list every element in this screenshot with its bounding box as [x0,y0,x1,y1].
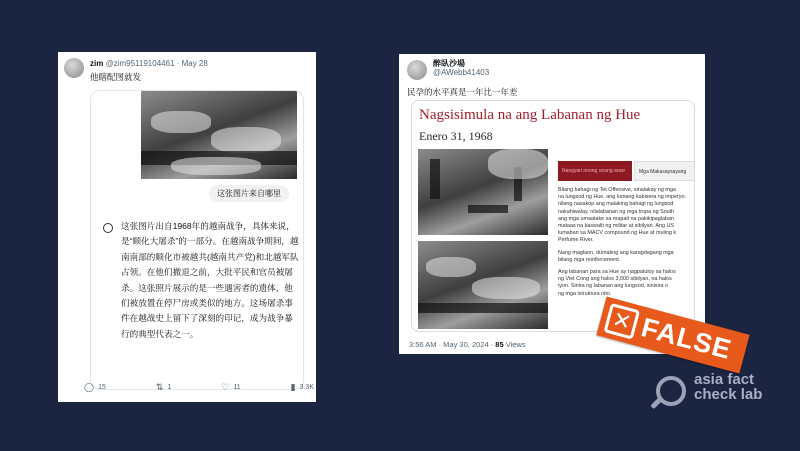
article-photo-street [418,149,548,235]
article-screenshot[interactable] [411,100,695,332]
tab-historical[interactable]: Mga Makasaysayang [634,161,695,181]
views-button[interactable]: ▮ 3.3K [290,382,314,392]
tweet-footer: 3:56 AM · May 30, 2024 · 85 Views [409,340,526,349]
brand-logo: asia fact check lab [694,371,763,403]
avatar[interactable] [64,58,84,78]
views-icon: ▮ [290,382,296,392]
article-title: Nagsisimula na ang Labanan ng Hue [419,107,641,123]
retweet-button[interactable]: ⇅ 1 [155,382,172,392]
avatar[interactable] [407,60,427,80]
like-icon: ♡ [221,382,230,392]
tweet-stats [84,382,314,393]
stamp-label: FALSE [638,311,735,365]
author-handle: @AWebb41403 [433,68,490,77]
retweet-icon: ⇅ [155,382,164,392]
article-body: Bilang bahagi ng Tet Offensive, sinalakay ng mga na lungsod ng Hue, ang lumang kabisera ng imperyo. nilang nasakop ang malaking bahagi ng lungsod nakahiwalay, nilalabanan ng mga tropa ng South ang mga umaatake sa mapait na pakikipaglaban mataas na kaswalti ng militar at sibilyan. Ang US lumaban sa MACV compound ng Hue at muling k Perfume River. Nang maglaon, dumating ang karagdagang mga bilang mga reinforcement. Ang labanan para sa Hue ay nagpatuloy sa halos ng Viet Cong ang halos 3,000 sibilyan, na halos iyon. Sinira ng labanan ang lungsod, sinisira o ng mga istruktura nito. [558,187,686,297]
ai-answer-text: 这张图片出自1968年的越南战争，具体来说，是“顺化大屠杀”的一部分。在越南战争期间，越南南部的顺化市被越共(越南共产党)和北越军队占领。在他们撤退之前，大批平民和官员被屠杀。这张照片展示的是一些遇害者的遗体，他们被放置在停尸房或类似的地方。这场屠杀事件在越战史上留下了深刻的印记，成为战争暴行的典型代表之一。 [121,221,299,339]
reply-button[interactable]: ◯ 15 [84,382,106,392]
x-mark-icon: ✕ [603,303,640,340]
tweet-timestamp[interactable]: 3:56 AM · May 30, 2024 · [409,340,496,349]
tweet-text: 他瞎配图就发 [90,72,142,82]
chat-photo [141,91,297,179]
author-name[interactable]: zim [90,59,104,68]
author-name[interactable]: 醉臥沙場 [433,59,465,68]
chat-screenshot[interactable] [90,90,304,390]
tweet-text: 民孕的水平真是一年比一年差 [407,87,518,97]
tab-first-day[interactable]: Nangyari noong unang araw [558,161,632,181]
author-handle: @zim95119104461 · May 28 [105,59,208,68]
article-photo-bodies [418,241,548,329]
views-count: 85 [495,340,504,349]
reply-icon: ◯ [84,382,95,392]
user-question-bubble: 这张图片来自哪里 [209,185,289,202]
right-tweet-card [399,54,705,354]
like-button[interactable]: ♡ 11 [221,382,241,392]
article-date: Enero 31, 1968 [419,129,493,143]
ai-assistant-icon [103,223,113,233]
left-tweet-card [58,52,316,402]
tweet-author[interactable] [90,59,208,68]
